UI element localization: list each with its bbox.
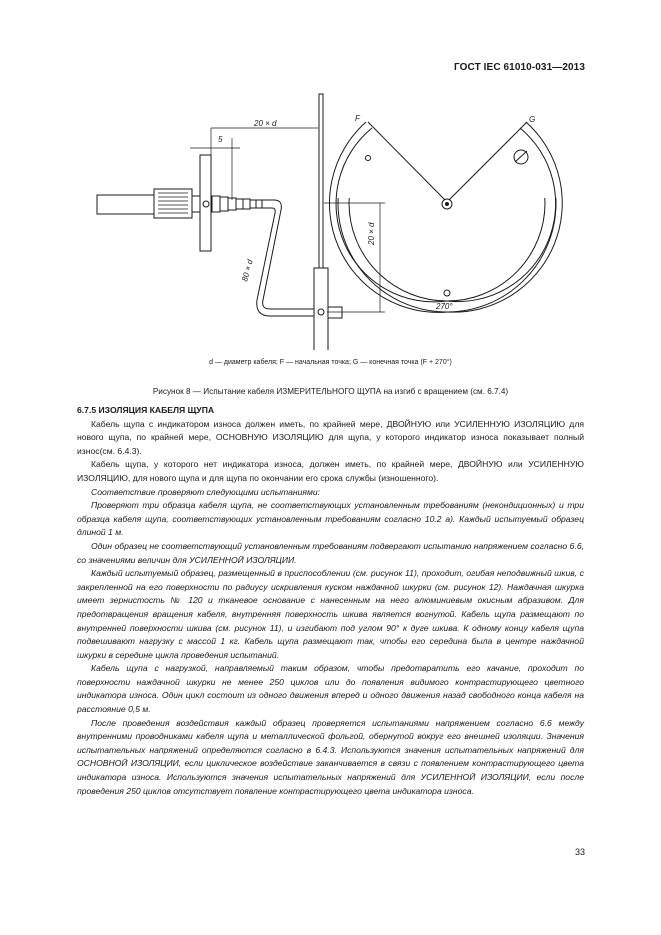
dim-5: 5 <box>218 135 223 144</box>
paragraph: Проверяют три образца кабеля щупа, не соответствующих установленным требованиям (некондиционных) и три образца кабеля щупа, соответствующих установленным требованиям согласно 10.2 а). Каждый испытуемый образец длиной 1 м. <box>77 500 584 538</box>
paragraph: Каждый испытуемый образец, размещенный в приспособлении (см. рисунок 11), проходит, огибая неподвижный шкив, с закрепленной на его поверхности по радиусу искривления куском наждачной шкурки (см. рисунок 12). Наждачная шкурка имеет зернистость № 120 и тканевое основание с нанесенным на него алюминиевым окисным абразивом. Для предотвращения вращения кабеля, внутренняя поверхность шкива является вогнутой. Кабель щупа размещают по внутренней поверхности шкива (см. рисунок 11), и изгибают под углом 90° к дуге шкива. К одному концу кабеля щупа подвешивают нагрузку с массой 1 кг. Кабель щупа размещают так, чтобы его середина была в центре наждачной шкурки в середине цикла проведения испытаний. <box>77 568 584 660</box>
probe-tip <box>97 195 154 214</box>
section-title: 6.7.5 ИЗОЛЯЦИЯ КАБЕЛЯ ЩУПА <box>77 405 215 415</box>
paragraph: Один образец не соответствующий установленным требованиям подвергают испытанию напряжением согласно 6.6, со значениями величин для УСИЛЕННОЙ ИЗОЛЯЦИИ. <box>77 540 584 565</box>
standard-header: ГОСТ IEC 61010-031—2013 <box>454 62 585 73</box>
paragraph: После проведения воздействия каждый образец проверяется испытаниями напряжением согласно 6.6 между внутренними проводниками кабеля щупа и металлической фольгой, обернутой вокруг его внешней изоляции. Значения испытательных напряжений определяются согласно в 6.4.3. Используются значения испытательных напряжений для ОСНОВНОЙ ИЗОЛЯЦИИ, если циклическое воздействие заканчивается в связи с появлением контрастирующего цвета индикатора износа. Используются значения испытательных напряжений для УСИЛЕННОЙ ИЗОЛЯЦИИ, если после проведения 250 циклов отсутствует появление контрастирующего цвета индикатора износа. <box>77 717 584 796</box>
paragraph: Кабель щупа с индикатором износа должен иметь, по крайней мере, ДВОЙНУЮ или УСИЛЕННУЮ ИЗОЛЯЦИЮ для нового щупа, по крайней мере, ОСНОВНУЮ ИЗОЛЯЦИЮ для щупа, у которого индикатор износа показывает полный износ(см. 6.4.3). <box>77 418 584 456</box>
section-body <box>77 404 584 798</box>
probe-handle <box>154 189 192 218</box>
dim-20d-top: 20 × d <box>254 119 277 128</box>
label-f: F <box>355 114 360 123</box>
dim-20d-vertical: 20 × d <box>367 222 376 245</box>
paragraph: Соответствие проверяют следующими испытаниями: <box>91 486 321 497</box>
figure-legend: d — диаметр кабеля; F — начальная точка; G — конечная точка (F + 270°) <box>209 359 452 366</box>
cable-strain-relief <box>212 196 262 212</box>
figure-caption: Рисунок 8 — Испытание кабеля ИЗМЕРИТЕЛЬНОГО ЩУПА на изгиб с вращением (см. 6.7.4) <box>152 387 509 396</box>
label-g: G <box>529 115 536 124</box>
dim-80d: 80 × d <box>240 258 255 283</box>
label-270: 270° <box>436 302 453 311</box>
cable-outline-top <box>262 200 318 309</box>
paragraph: Кабель щупа, у которого нет индикатора износа, должен иметь, по крайней мере, ДВОЙНУЮ или УСИЛЕННУЮ ИЗОЛЯЦИЮ, для нового щупа и для щупа по окончании его срока службы (изношенного). <box>77 459 584 483</box>
page-number: 33 <box>574 847 585 857</box>
cable-outline-bottom <box>257 208 318 316</box>
paragraph: Кабель щупа с нагрузкой, направляемый таким образом, чтобы предотвратить его качание, проходит по поверхности наждачной шкурки не менее 250 циклов или до появления видимого контрастирующего цветного индикатора износа. Один цикл состоит из одного движения вперед и одного движения назад свободного конца кабеля на расстояние 0,5 м. <box>77 663 584 715</box>
bending-test-figure <box>0 0 661 350</box>
